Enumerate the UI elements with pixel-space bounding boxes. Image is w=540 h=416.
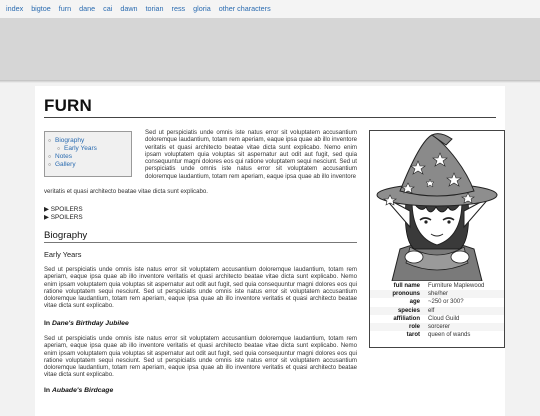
table-of-contents — [44, 131, 132, 177]
top-navigation — [0, 0, 540, 18]
nav-link-gloria[interactable]: gloria — [193, 4, 211, 13]
disclosure-triangle-icon: ▶ — [44, 206, 49, 213]
subsection-heading-early-years: Early Years — [44, 250, 82, 259]
disclosure-triangle-icon: ▶ — [44, 214, 49, 221]
infobox-row: role sorcerer — [370, 323, 504, 331]
toc-item-notes[interactable]: ○ Notes — [45, 153, 131, 161]
infobox-row: affiliation Cloud Guild — [393, 315, 460, 322]
body-paragraph: Sed ut perspiciatis unde omnis iste natus error sit voluptatem accusantium doloremque laudantium, totam rem aperiam, eaque ipsa quae ab illo inventore veritatis et quasi architecto beatae vitae dicta sunt explicabo. Nemo enim ipsam voluptatem quia voluptas sit aspernatur aut odit aut fugit, sed quia consequuntur magni dolores eos qui ratione voluptatem sequi nesciunt. Sed ut perspiciatis unde omnis iste natus error sit voluptatem accusantium doloremque laudantium, totam rem aperiam, eaque ipsa quae ab illo inventore veritatis et quasi architecto beatae vitae dicta sunt explicabo. — [44, 335, 357, 379]
spoiler-toggle[interactable] — [44, 213, 83, 221]
section-divider — [44, 242, 357, 243]
spoiler-label: SPOILERS — [50, 214, 83, 221]
infobox-row: full name Furniture Maplewood — [393, 283, 485, 289]
subsection-heading-dane: In Dane's Birthday Jubilee — [44, 320, 129, 327]
spoiler-toggle[interactable] — [44, 205, 83, 213]
nav-link-bigtoe[interactable]: bigtoe — [31, 4, 51, 13]
nav-link-other-characters[interactable]: other characters — [218, 4, 271, 13]
nav-link-furn[interactable]: furn — [58, 4, 72, 13]
infobox-row: age ~250 or 300? — [409, 299, 464, 306]
infobox-row: tarot queen of wands — [406, 332, 471, 339]
nav-link-torian[interactable]: torian — [145, 4, 164, 13]
nav-link-cai[interactable]: cai — [103, 4, 113, 13]
infobox-row: pronouns she/her — [370, 290, 504, 298]
section-heading-biography: Biography — [44, 230, 88, 241]
nav-link-ress[interactable]: ress — [171, 4, 186, 13]
nav-link-index[interactable]: index — [6, 4, 24, 13]
infobox-row: species elf — [370, 307, 504, 315]
lead-paragraph: Sed ut perspiciatis unde omnis iste natus error sit voluptatem accusantium doloremque laudantium, totam rem aperiam, eaque ipsa quae ab illo inventore veritatis et quasi architecto beatae vitae dicta sunt explicabo. Nemo enim ipsam voluptatem quia voluptas sit aspernatur aut odit aut fugit, sed quia consequuntur magni dolores eos qui ratione voluptatem sequi nesciunt. Sed ut perspiciatis unde omnis iste natus error sit voluptatem accusantium doloremque laudantium, totam rem aperiam, eaque ipsa quae ab illo inventore — [145, 129, 357, 180]
nav-link-dawn[interactable]: dawn — [120, 4, 138, 13]
nav-link-dane[interactable]: dane — [79, 4, 96, 13]
toc-item-early-years[interactable]: ○ Early Years — [45, 145, 131, 153]
toc-item-gallery[interactable]: ○ Gallery — [45, 161, 131, 169]
banner-divider — [0, 80, 540, 83]
article-page — [35, 86, 505, 416]
page-title: FURN — [44, 96, 93, 115]
lead-paragraph-continued: veritatis et quasi architecto beatae vitae dicta sunt explicabo. — [44, 188, 208, 195]
infobox-table — [370, 282, 504, 339]
spoiler-label: SPOILERS — [50, 206, 83, 213]
character-portrait — [370, 131, 504, 281]
body-paragraph: Sed ut perspiciatis unde omnis iste natus error sit voluptatem accusantium doloremque laudantium, totam rem aperiam, eaque ipsa quae ab illo inventore veritatis et quasi architecto beatae vitae dicta sunt explicabo. Nemo enim ipsam voluptatem quia voluptas sit aspernatur aut odit aut fugit, sed quia consequuntur magni dolores eos qui ratione voluptatem sequi nesciunt. Sed ut perspiciatis unde omnis iste natus error sit voluptatem accusantium doloremque laudantium, totam rem aperiam, eaque ipsa quae ab illo inventore veritatis et quasi architecto beatae vitae dicta sunt explicabo. — [44, 266, 357, 310]
character-infobox — [369, 130, 505, 348]
subsection-heading-aubade: In Aubade's Birdcage — [44, 387, 114, 394]
toc-item-biography[interactable]: ○ Biography — [45, 137, 131, 145]
title-divider — [44, 117, 496, 118]
header-banner — [0, 18, 540, 80]
